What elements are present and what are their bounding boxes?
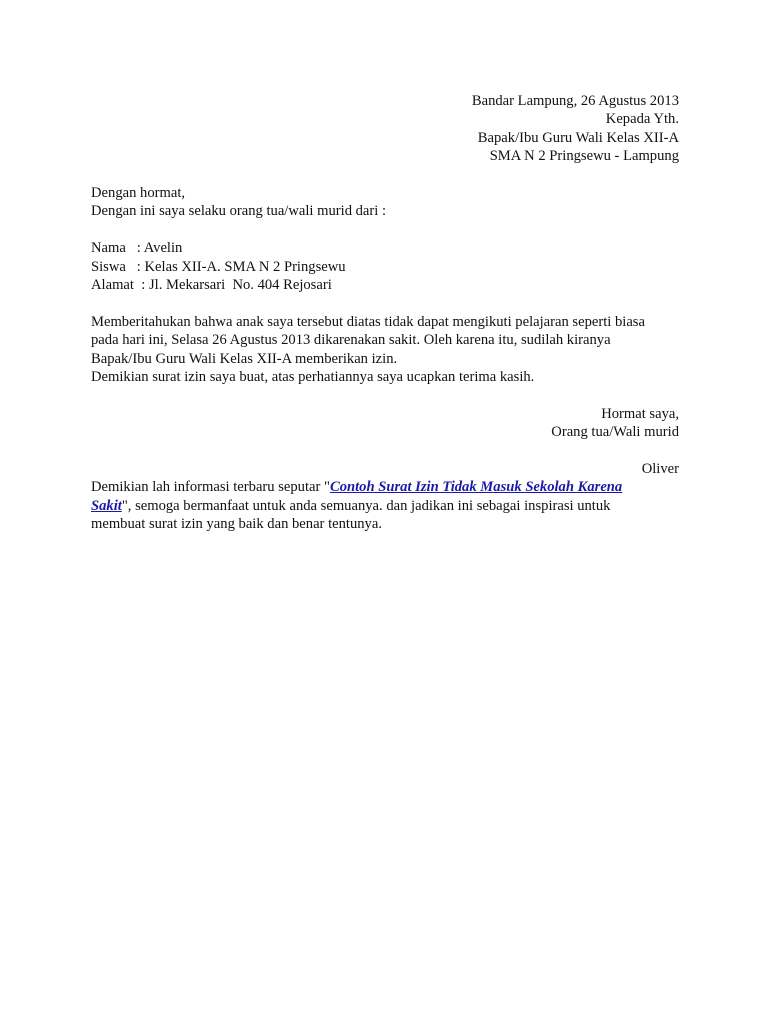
student-details bbox=[91, 239, 679, 294]
letter-document bbox=[91, 92, 679, 534]
recipient: Bapak/Ibu Guru Wali Kelas XII-A bbox=[477, 129, 679, 146]
student-name-row: Nama : Avelin bbox=[91, 240, 183, 257]
student-address-row: Alamat : Jl. Mekarsari No. 404 Rejosari bbox=[91, 277, 332, 294]
opening bbox=[91, 184, 679, 221]
article-link-continued[interactable]: Sakit bbox=[91, 497, 122, 514]
spacer bbox=[91, 294, 679, 312]
footer-note bbox=[91, 478, 679, 533]
addressee-label: Kepada Yth. bbox=[605, 111, 679, 128]
spacer bbox=[91, 166, 679, 184]
body-line: pada hari ini, Selasa 26 Agustus 2013 dikarenakan sakit. Oleh karena itu, sudilah kiranya bbox=[91, 332, 611, 349]
letter-body bbox=[91, 313, 679, 387]
signer-name: Oliver bbox=[641, 461, 679, 478]
body-line: Memberitahukan bahwa anak saya tersebut diatas tidak dapat mengikuti pelajaran seperti biasa bbox=[91, 313, 645, 330]
footer-text-last: membuat surat izin yang baik dan benar tentunya. bbox=[91, 516, 382, 533]
letter-closing bbox=[91, 405, 679, 479]
place-date: Bandar Lampung, 26 Agustus 2013 bbox=[471, 93, 679, 109]
closing-role: Orang tua/Wali murid bbox=[551, 424, 679, 441]
body-line: Bapak/Ibu Guru Wali Kelas XII-A memberikan izin. bbox=[91, 350, 398, 367]
spacer bbox=[91, 386, 679, 404]
footer-text: ", semoga bermanfaat untuk anda semuanya. dan jadikan ini sebagai inspirasi untuk bbox=[121, 497, 611, 514]
intro-line: Dengan ini saya selaku orang tua/wali murid dari : bbox=[91, 203, 387, 220]
spacer bbox=[91, 221, 679, 239]
article-link[interactable]: Contoh Surat Izin Tidak Masuk Sekolah Karena bbox=[329, 479, 623, 496]
letter-header bbox=[91, 92, 679, 166]
spacer bbox=[91, 442, 679, 460]
school-name: SMA N 2 Pringsewu - Lampung bbox=[489, 148, 679, 165]
footer-text: Demikian lah informasi terbaru seputar " bbox=[91, 479, 330, 496]
student-class-row: Siswa : Kelas XII-A. SMA N 2 Pringsewu bbox=[91, 258, 346, 275]
greeting: Dengan hormat, bbox=[91, 185, 186, 202]
closing-salutation: Hormat saya, bbox=[601, 405, 679, 422]
body-line: Demikian surat izin saya buat, atas perhatiannya saya ucapkan terima kasih. bbox=[91, 369, 535, 386]
